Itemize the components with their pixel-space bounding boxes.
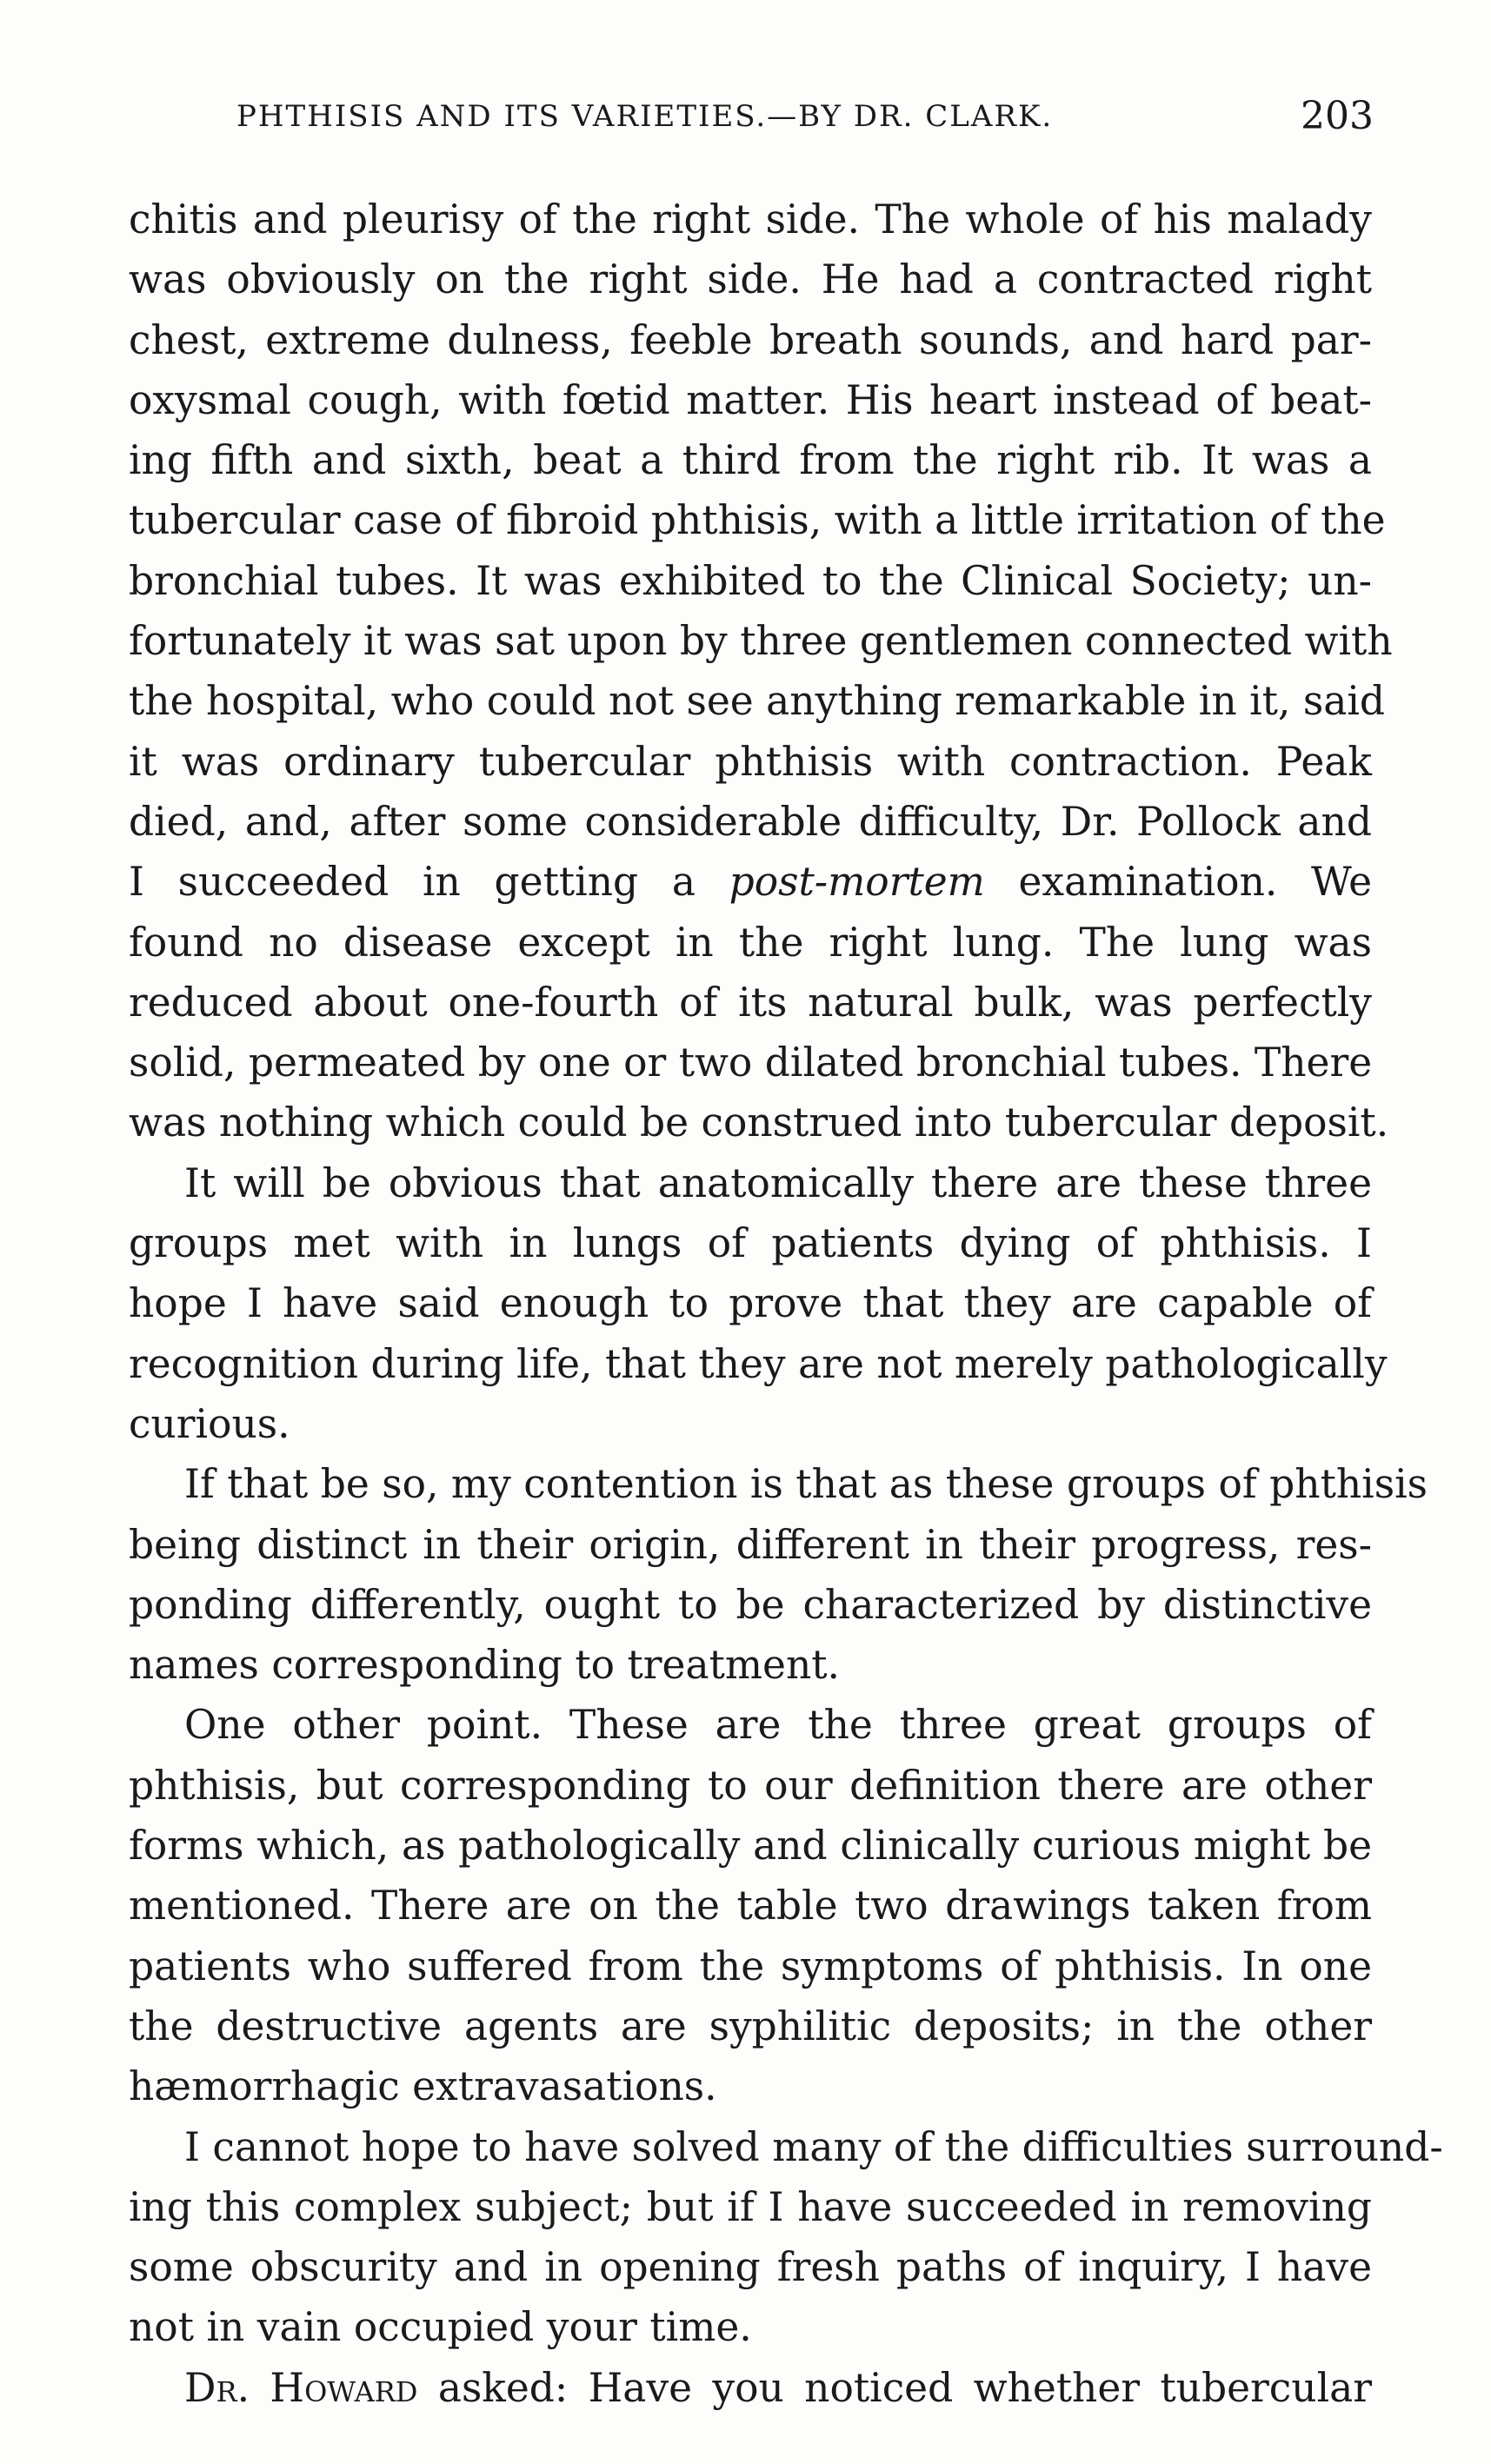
text-line: was nothing which could be construed into tubercular deposit. (129, 1099, 1389, 1146)
paragraph-first-line (129, 2358, 1372, 2418)
paragraph-first-line: One other point. These are the three great groups of (184, 1702, 1372, 1749)
text-line: the destructive agents are syphilitic deposits; in the other (129, 2002, 1372, 2049)
text-line: solid, permeated by one or two dilated bronchial tubes. There (129, 1039, 1373, 1086)
running-head: PHTHISIS AND ITS VARIETIES.—BY DR. CLARK. (236, 99, 1054, 134)
text-line: ing this complex subject; but if I have succeeded in removing (129, 2183, 1372, 2230)
line-text-after: examination. We (984, 859, 1372, 906)
page-header (200, 94, 1374, 146)
text-line: groups met with in lungs of patients dying of phthisis. I (129, 1220, 1372, 1267)
text-line: patients who suffered from the symptoms of phthisis. In one (129, 1943, 1372, 1989)
text-line: ponding differently, ought to be characterized by distinctive (129, 1581, 1372, 1628)
page-number: 203 (1301, 94, 1374, 138)
text-line: being distinct in their origin, different in their progress, res- (129, 1521, 1372, 1568)
text-line: fortunately it was sat upon by three gentlemen connected with (129, 618, 1393, 665)
paragraph-first-line: If that be so, my contention is that as these groups of phthisis (184, 1461, 1428, 1508)
speaker-text: asked: Have you noticed whether tubercular (417, 2364, 1372, 2411)
text-line: some obscurity and in opening fresh paths of inquiry, I have (129, 2244, 1372, 2291)
text-line: it was ordinary tubercular phthisis with contraction. Peak (129, 738, 1372, 785)
text-line: ing fifth and sixth, beat a third from the right rib. It was a (129, 437, 1372, 484)
text-line: found no disease except in the right lung. The lung was (129, 919, 1372, 966)
text-line: chitis and pleurisy of the right side. The whole of his malady (129, 196, 1372, 242)
text-line: chest, extreme dulness, feeble breath sounds, and hard par- (129, 316, 1372, 363)
text-line: was obviously on the right side. He had a contracted right (129, 256, 1372, 303)
paragraph-first-line: It will be obvious that anatomically there are these three (184, 1159, 1372, 1206)
text-line: names corresponding to treatment. (129, 1642, 841, 1689)
italic-phrase: post-mortem (729, 859, 985, 906)
text-line: hæmorrhagic extravasations. (129, 2063, 717, 2110)
body-text (129, 189, 1443, 2418)
text-line (129, 852, 1372, 912)
text-line: not in vain occupied your time. (129, 2304, 752, 2351)
text-line: forms which, as pathologically and clinically curious might be (129, 1823, 1372, 1870)
text-line: oxysmal cough, with fœtid matter. His heart instead of beat- (129, 376, 1372, 423)
text-line: curious. (129, 1400, 290, 1447)
text-line: bronchial tubes. It was exhibited to the Clinical Society; un- (129, 557, 1372, 604)
text-line: tubercular case of fibroid phthisis, with a little irritation of the (129, 497, 1386, 544)
text-line: died, and, after some considerable difficulty, Dr. Pollock and (129, 798, 1372, 845)
text-line: hope I have said enough to prove that they are capable of (129, 1280, 1372, 1327)
text-line: phthisis, but corresponding to our definition there are other (129, 1762, 1372, 1809)
speaker-name: Dr. Howard (184, 2364, 418, 2411)
text-line: recognition during life, that they are not merely pathologically (129, 1340, 1388, 1387)
text-line: the hospital, who could not see anything remarkable in it, said (129, 678, 1386, 725)
paragraph-first-line: I cannot hope to have solved many of the difficulties surround- (184, 2123, 1443, 2170)
line-text-before: I succeeded in getting a (129, 859, 729, 906)
text-line: reduced about one-fourth of its natural bulk, was perfectly (129, 979, 1372, 1026)
text-line: mentioned. There are on the table two drawings taken from (129, 1883, 1372, 1929)
